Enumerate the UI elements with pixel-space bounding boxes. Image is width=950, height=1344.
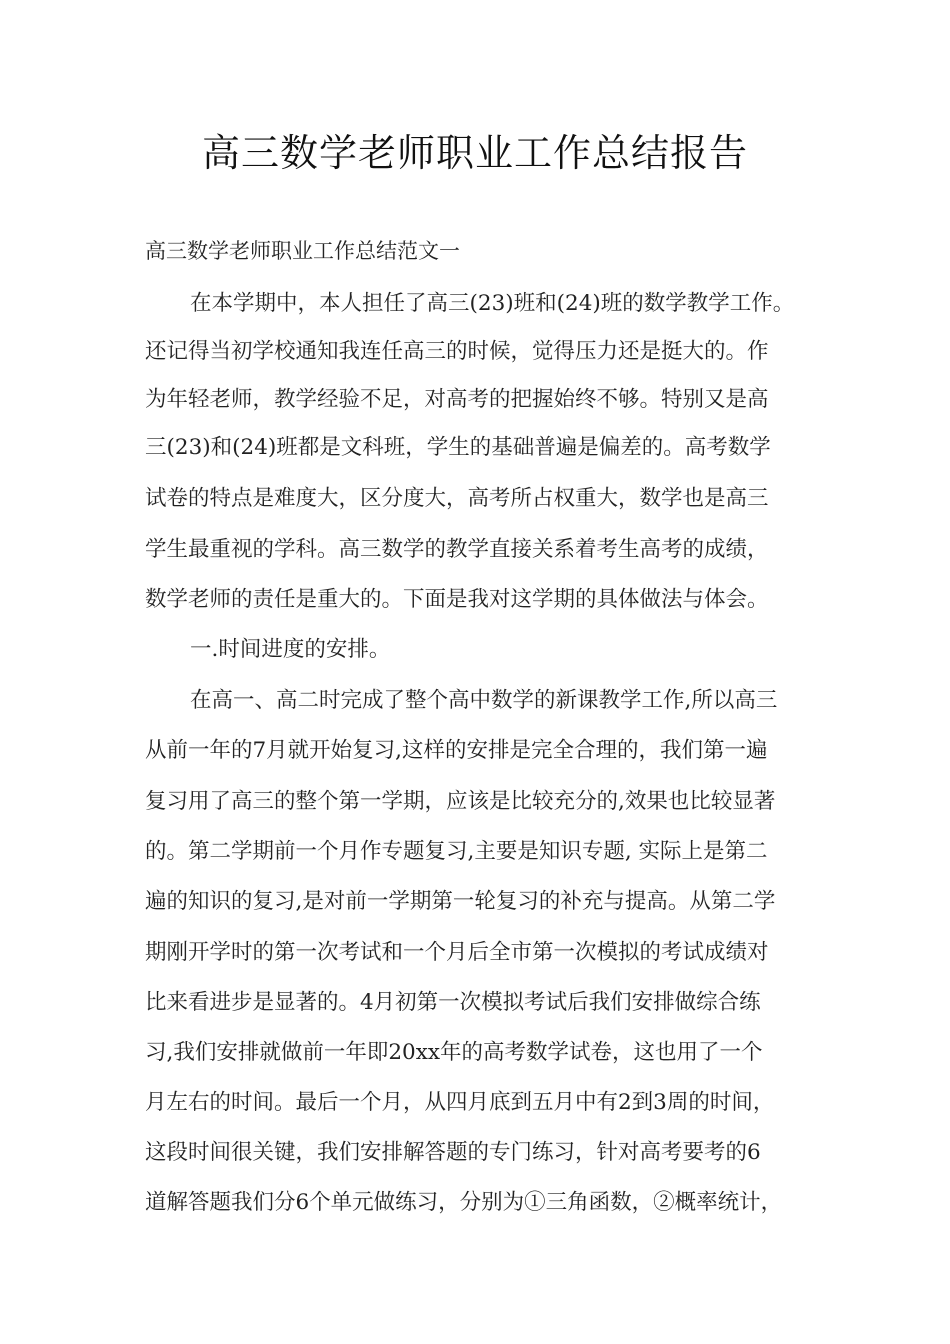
paragraph-line: 比来看进步是显著的。4月初第一次模拟考试后我们安排做综合练 — [145, 990, 761, 1015]
paragraph-line: 数学老师的责任是重大的。下面是我对这学期的具体做法与体会。 — [145, 587, 769, 612]
paragraph-line: 道解答题我们分6个单元做练习，分别为①三角函数，②概率统计， — [145, 1190, 783, 1215]
paragraph-line: 试卷的特点是难度大，区分度大，高考所占权重大，数学也是高三 — [145, 486, 769, 511]
paragraph-line: 还记得当初学校通知我连任高三的时候，觉得压力还是挺大的。作 — [145, 339, 769, 364]
paragraph-line: 三(23)和(24)班都是文科班，学生的基础普遍是偏差的。高考数学 — [145, 435, 771, 460]
paragraph-line: 在高一、高二时完成了整个高中数学的新课教学工作,所以高三 — [190, 688, 778, 713]
paragraph-line: 从前一年的7月就开始复习,这样的安排是完全合理的，我们第一遍 — [145, 738, 768, 763]
paragraph-line: 这段时间很关键，我们安排解答题的专门练习，针对高考要考的6 — [145, 1140, 761, 1165]
paragraph-line: 习,我们安排就做前一年即20xx年的高考数学试卷，这也用了一个 — [145, 1040, 763, 1065]
document-title: 高三数学老师职业工作总结报告 — [201, 131, 748, 175]
paragraph-line: 在本学期中，本人担任了高三(23)班和(24)班的数学教学工作。 — [190, 291, 795, 316]
paragraph-line: 学生最重视的学科。高三数学的教学直接关系着考生高考的成绩， — [145, 537, 769, 562]
section-heading: 一.时间进度的安排。 — [190, 637, 391, 662]
paragraph-line: 月左右的时间。最后一个月，从四月底到五月中有2到3周的时间， — [145, 1090, 775, 1115]
paragraph-line: 为年轻老师，教学经验不足，对高考的把握始终不够。特别又是高 — [145, 387, 769, 412]
paragraph-line: 遍的知识的复习,是对前一学期第一轮复习的补充与提高。从第二学 — [145, 889, 776, 914]
paragraph-line: 复习用了高三的整个第一学期，应该是比较充分的,效果也比较显著 — [145, 789, 776, 814]
paragraph-line: 的。第二学期前一个月作专题复习,主要是知识专题, 实际上是第二 — [145, 839, 768, 864]
paragraph-line: 期刚开学时的第一次考试和一个月后全市第一次模拟的考试成绩对 — [145, 940, 769, 965]
document-subtitle: 高三数学老师职业工作总结范文一 — [145, 239, 460, 263]
